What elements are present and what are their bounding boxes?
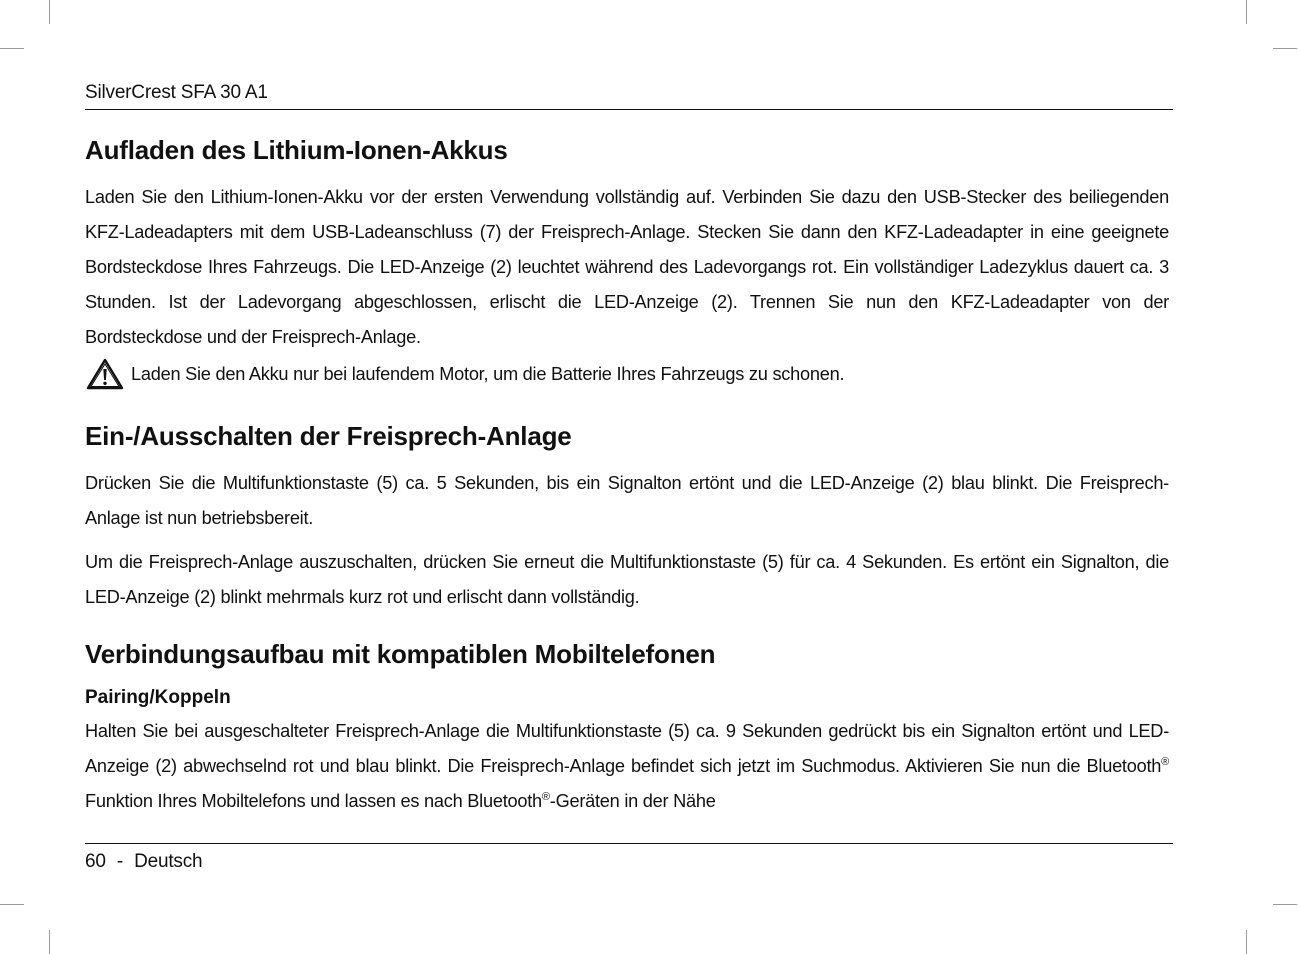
- warning-note: [85, 355, 1169, 393]
- body-paragraph: Drücken Sie die Multifunktionstaste (5) ca. 5 Sekunden, bis ein Signalton ertönt und die LED-Anzeige (2) blau blinkt. Die Freisprech-Anlage ist nun betriebsbereit.: [85, 473, 1169, 528]
- page-footer: [85, 851, 202, 873]
- page-number: 60: [85, 851, 106, 872]
- crop-mark: [1273, 48, 1297, 49]
- warning-triangle-icon: [85, 357, 125, 391]
- section-charging: [85, 130, 1169, 393]
- body-paragraph: [85, 714, 1169, 819]
- page-content: [85, 130, 1169, 819]
- crop-mark: [0, 48, 24, 49]
- warning-text: Laden Sie den Akku nur bei laufendem Motor, um die Batterie Ihres Fahrzeugs zu schonen.: [131, 363, 845, 384]
- text-run: Funktion Ihres Mobiltelefons und lassen es nach Bluetooth: [85, 791, 542, 811]
- running-header: SilverCrest SFA 30 A1: [85, 82, 268, 103]
- text-run: Halten Sie bei ausgeschalteter Freisprech-Anlage die Multifunktionstaste (5) ca. 9 Sekunden gedrückt bis ein Signalton ertönt und LED-Anzeige (2) abwechselnd rot und blau blinkt. Die Freisprech-Anlage befindet sich jetzt im Suchmodus. Aktivieren Sie nun die Bluetooth: [85, 721, 1169, 776]
- footer-language: Deutsch: [134, 851, 203, 872]
- crop-mark: [1246, 0, 1247, 24]
- body-paragraph: Um die Freisprech-Anlage auszuschalten, drücken Sie erneut die Multifunktionstaste (5) für ca. 4 Sekunden. Es ertönt ein Signalton, die LED-Anzeige (2) blinkt mehrmals kurz rot und erlischt dann vollständig.: [85, 552, 1169, 607]
- text-run: -Geräten in der Nähe: [549, 791, 716, 811]
- crop-mark: [0, 904, 24, 905]
- crop-mark: [1246, 930, 1247, 954]
- crop-mark: [49, 0, 50, 24]
- header-rule: [85, 109, 1173, 110]
- registered-mark: ®: [541, 790, 550, 803]
- registered-mark: ®: [1161, 755, 1169, 768]
- footer-rule: [85, 843, 1173, 844]
- crop-mark: [1273, 904, 1297, 905]
- footer-separator: -: [116, 851, 123, 872]
- subsection-title: Pairing/Koppeln: [85, 687, 231, 708]
- section-power: [85, 416, 1169, 615]
- crop-mark: [49, 930, 50, 954]
- manual-page: [85, 0, 1173, 954]
- section-pairing: [85, 634, 1169, 819]
- section-title: Aufladen des Lithium-Ionen-Akkus: [85, 135, 508, 165]
- section-title: Ein-/Ausschalten der Freisprech-Anlage: [85, 421, 572, 451]
- section-title: Verbindungsaufbau mit kompatiblen Mobiltelefonen: [85, 639, 716, 669]
- body-paragraph: Laden Sie den Lithium-Ionen-Akku vor der ersten Verwendung vollständig auf. Verbinden Sie dazu den USB-Stecker des beiliegenden KFZ-Ladeadapters mit dem USB-Ladeanschluss (7) der Freisprech-Anlage. Stecken Sie dann den KFZ-Ladeadapter in eine geeignete Bordsteckdose Ihres Fahrzeugs. Die LED-Anzeige (2) leuchtet während des Ladevorgangs rot. Ein vollständiger Ladezyklus dauert ca. 3 Stunden. Ist der Ladevorgang abgeschlossen, erlischt die LED-Anzeige (2). Trennen Sie nun den KFZ-Ladeadapter von der Bordsteckdose und der Freisprech-Anlage.: [85, 187, 1169, 347]
